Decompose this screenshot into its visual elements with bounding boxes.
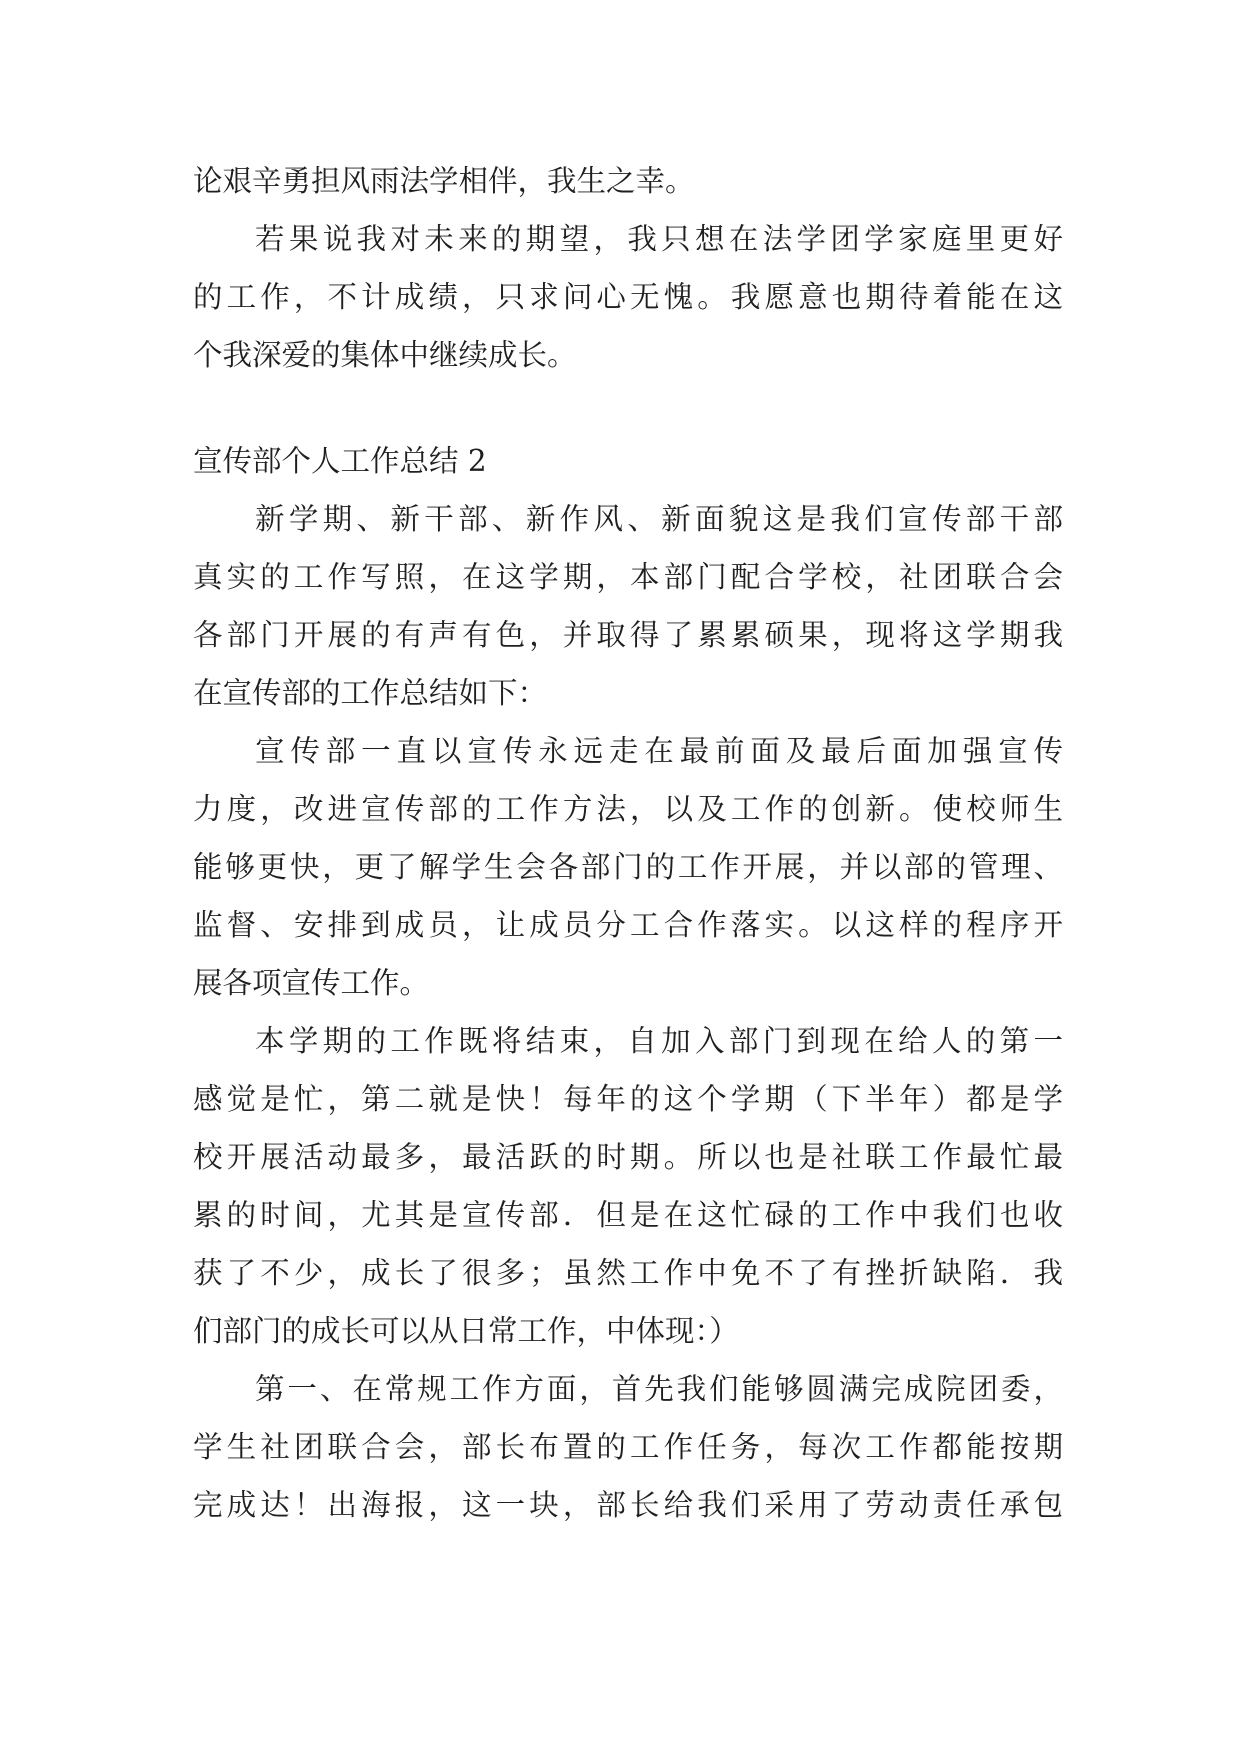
text-line: 力度，改进宣传部的工作方法，以及工作的创新。使校师生 xyxy=(193,792,1063,826)
text-line: 展各项宣传工作。 xyxy=(193,966,430,1000)
text-line: 真实的工作写照，在这学期，本部门配合学校，社团联合会 xyxy=(193,560,1063,594)
paragraph xyxy=(193,210,1063,384)
paragraph xyxy=(193,1012,1063,1360)
text-line: 监督、安排到成员，让成员分工合作落实。以这样的程序开 xyxy=(193,908,1063,942)
text-line: 感觉是忙，第二就是快！每年的这个学期（下半年）都是学 xyxy=(193,1082,1063,1116)
paragraph-spacer xyxy=(193,384,1063,432)
text-line: 的工作，不计成绩，只求问心无愧。我愿意也期待着能在这 xyxy=(193,280,1063,314)
paragraph xyxy=(193,1360,1063,1534)
text-line: 获了不少，成长了很多；虽然工作中免不了有挫折缺陷．我 xyxy=(193,1256,1063,1290)
text-line: 完成达！出海报，这一块，部长给我们采用了劳动责任承包 xyxy=(193,1488,1063,1522)
text-line: 累的时间，尤其是宣传部．但是在这忙碌的工作中我们也收 xyxy=(193,1198,1063,1232)
text-line: 本学期的工作既将结束，自加入部门到现在给人的第一 xyxy=(255,1024,1063,1058)
text-line: 学生社团联合会，部长布置的工作任务，每次工作都能按期 xyxy=(193,1430,1063,1464)
paragraph xyxy=(193,152,1063,210)
text-line: 若果说我对未来的期望，我只想在法学团学家庭里更好 xyxy=(255,222,1063,256)
text-line: 校开展活动最多，最活跃的时期。所以也是社联工作最忙最 xyxy=(193,1140,1063,1174)
paragraph xyxy=(193,722,1063,1012)
text-line: 第一、在常规工作方面，首先我们能够圆满完成院团委， xyxy=(255,1372,1063,1406)
text-line: 们部门的成长可以从日常工作，中体现：） xyxy=(193,1314,739,1348)
section-title-text: 宣传部个人工作总结 2 xyxy=(193,444,487,478)
document-body xyxy=(193,152,1063,1534)
text-line: 新学期、新干部、新作风、新面貌这是我们宣传部干部 xyxy=(255,502,1063,536)
text-line: 个我深爱的集体中继续成长。 xyxy=(193,338,577,372)
paragraph xyxy=(193,490,1063,722)
section-title xyxy=(193,432,1063,490)
text-line: 在宣传部的工作总结如下： xyxy=(193,676,548,710)
text-line: 宣传部一直以宣传永远走在最前面及最后面加强宣传 xyxy=(255,734,1063,768)
text-line: 论艰辛勇担风雨法学相伴，我生之幸。 xyxy=(193,164,695,198)
text-line: 各部门开展的有声有色，并取得了累累硕果，现将这学期我 xyxy=(193,618,1063,652)
text-line: 能够更快，更了解学生会各部门的工作开展，并以部的管理、 xyxy=(193,850,1063,884)
